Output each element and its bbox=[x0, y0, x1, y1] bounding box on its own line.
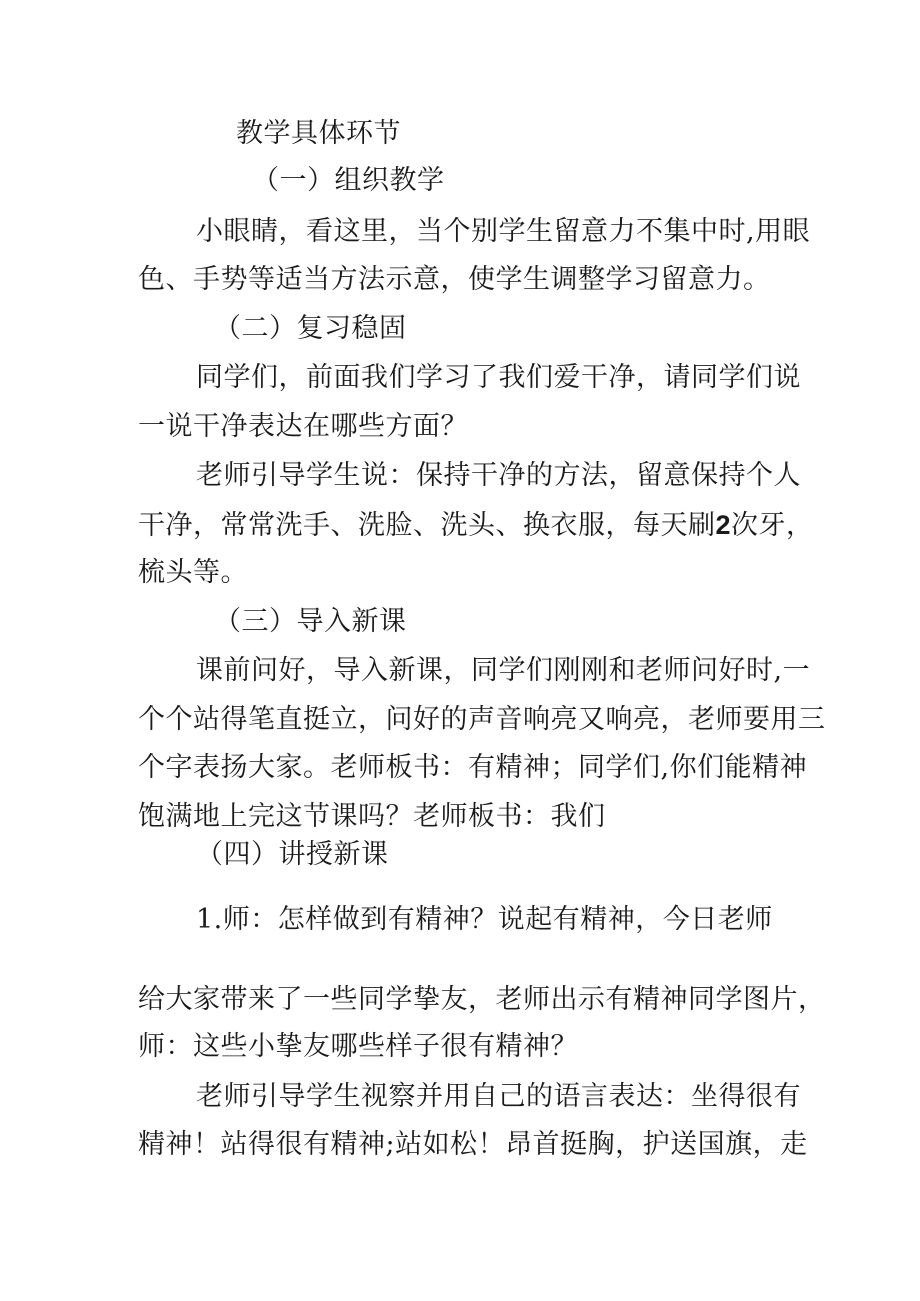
paragraph-line: 同学们，前面我们学习了我们爱干净，请同学们说 bbox=[196, 362, 801, 393]
text-span: 次牙， bbox=[731, 510, 814, 541]
paragraph-line: 师：这些小挚友哪些样子很有精神？ bbox=[138, 1031, 578, 1062]
paragraph-line: 老师引导学生视察并用自己的语言表达：坐得很有 bbox=[196, 1081, 801, 1112]
section-heading-1: （一）组织教学 bbox=[252, 165, 445, 196]
paragraph-line: 个个站得笔直挺立，问好的声音响亮又响亮，老师要用三 bbox=[138, 704, 826, 735]
section-heading-3: （三）导入新课 bbox=[214, 606, 407, 637]
paragraph-line: 1.师：怎样做到有精神？说起有精神，今日老师 bbox=[196, 904, 773, 935]
paragraph-line: 梳头等。 bbox=[138, 557, 248, 588]
document-title: 教学具体环节 bbox=[236, 118, 401, 149]
paragraph-line: 给大家带来了一些同学挚友，老师出示有精神同学图片， bbox=[138, 984, 826, 1015]
text-span: 干净，常常洗手、洗脸、洗头、换衣服，每天刷 bbox=[138, 510, 716, 541]
paragraph-line: 个字表扬大家。老师板书：有精神；同学们,你们能精神 bbox=[138, 752, 808, 783]
paragraph-line: 饱满地上完这节课吗？老师板书：我们 bbox=[138, 801, 606, 832]
section-heading-4: （四）讲授新课 bbox=[196, 839, 389, 870]
paragraph-line: 小眼睛，看这里，当个别学生留意力不集中时,用眼 bbox=[196, 216, 811, 247]
paragraph-line bbox=[138, 508, 814, 543]
paragraph-line: 老师引导学生说：保持干净的方法，留意保持个人 bbox=[196, 460, 801, 491]
brush-count: 2 bbox=[715, 510, 732, 540]
paragraph-line: 精神！站得很有精神;站如松！昂首挺胸，护送国旗，走 bbox=[138, 1129, 808, 1160]
paragraph-line: 课前问好，导入新课，同学们刚刚和老师问好时,一 bbox=[196, 655, 811, 686]
section-heading-2: （二）复习稳固 bbox=[214, 313, 407, 344]
paragraph-line: 一说干净表达在哪些方面？ bbox=[138, 411, 468, 442]
paragraph-line: 色、手势等适当方法示意，使学生调整学习留意力。 bbox=[138, 264, 771, 295]
